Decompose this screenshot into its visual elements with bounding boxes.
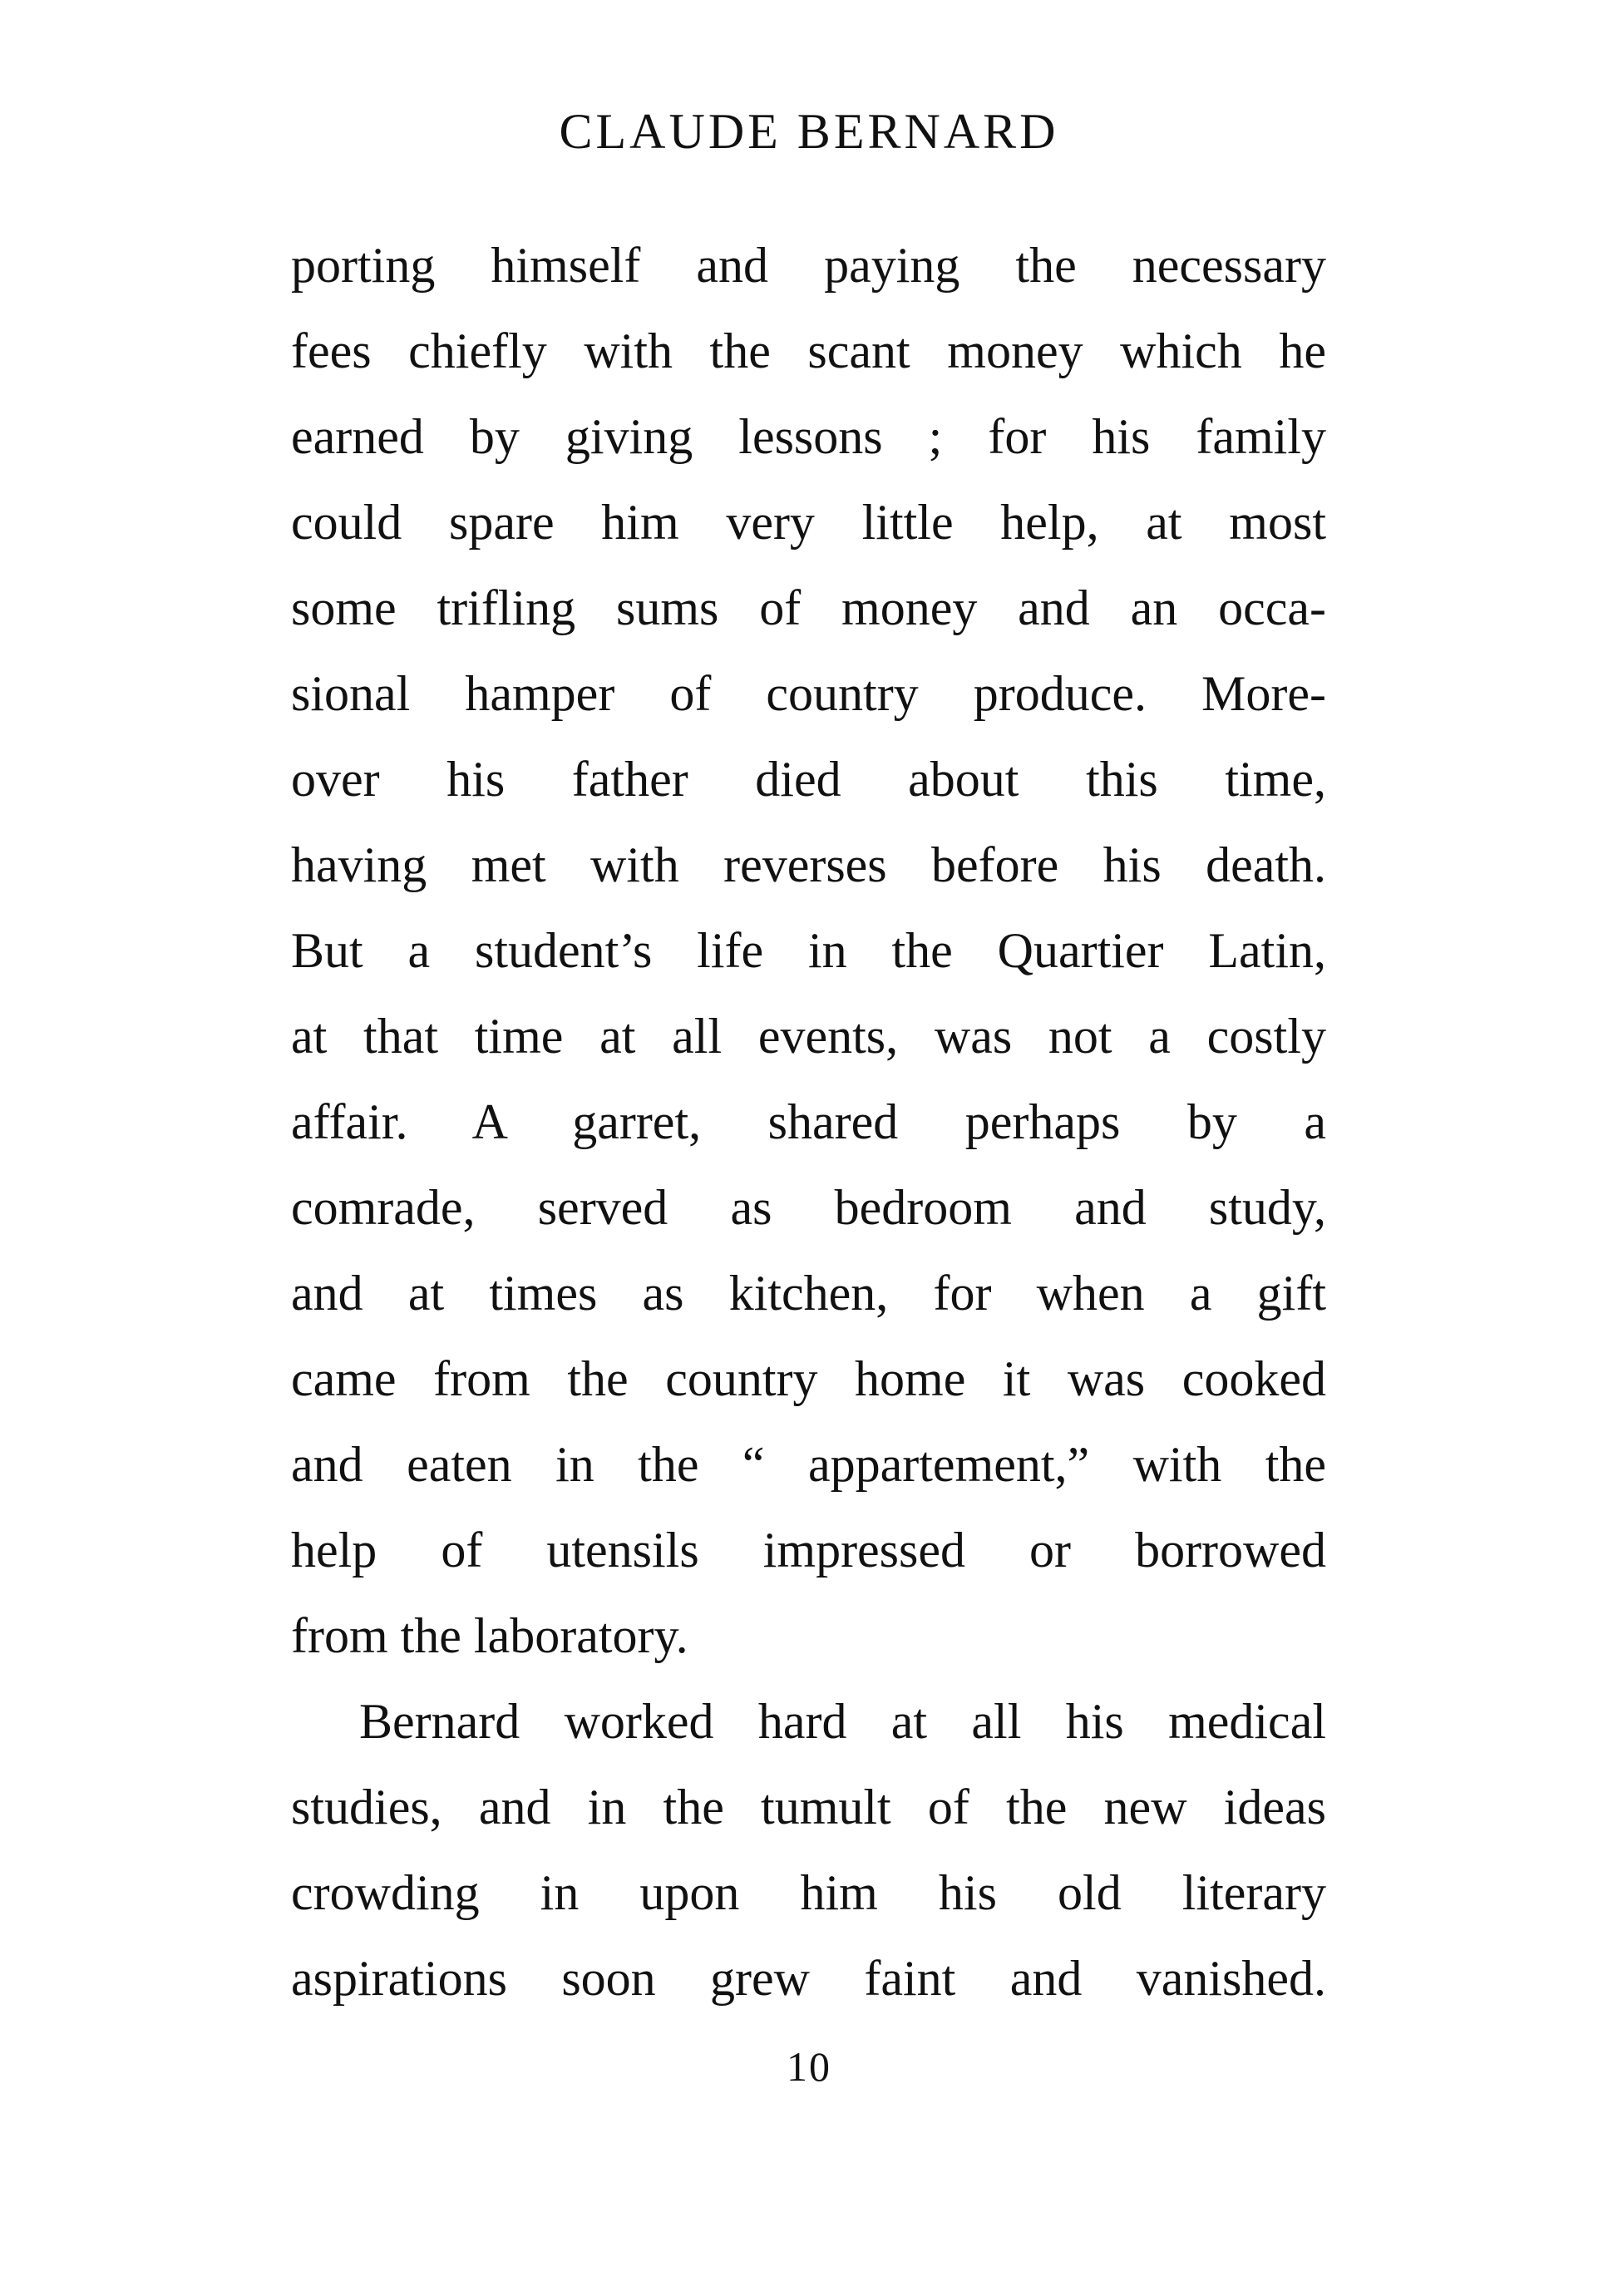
text-line: from the laboratory. bbox=[291, 1608, 688, 1663]
text-line: and eaten in the “ appartement,” with the bbox=[291, 1437, 1326, 1492]
text-line: sional hamper of country produce. More- bbox=[291, 666, 1326, 721]
text-line: But a student’s life in the Quartier Latin, bbox=[291, 923, 1326, 978]
text-line: crowding in upon him his old literary bbox=[291, 1865, 1326, 1920]
text-line: porting himself and paying the necessary bbox=[291, 238, 1326, 293]
text-line: came from the country home it was cooked bbox=[291, 1351, 1326, 1406]
text-line: could spare him very little help, at most bbox=[291, 495, 1326, 550]
text-line: over his father died about this time, bbox=[291, 752, 1326, 807]
text-line: comrade, served as bedroom and study, bbox=[291, 1180, 1326, 1235]
text-line: aspirations soon grew faint and vanished. bbox=[291, 1951, 1326, 2006]
text-line: at that time at all events, was not a costly bbox=[291, 1009, 1326, 1064]
text-line: having met with reverses before his death. bbox=[291, 837, 1326, 892]
text-line: fees chiefly with the scant money which he bbox=[291, 323, 1326, 378]
paragraph bbox=[291, 223, 1326, 1679]
body-text bbox=[291, 223, 1326, 2022]
text-line: Bernard worked hard at all his medical bbox=[359, 1694, 1326, 1749]
text-line: and at times as kitchen, for when a gift bbox=[291, 1266, 1326, 1321]
text-line: studies, and in the tumult of the new ideas bbox=[291, 1780, 1326, 1834]
paragraph bbox=[291, 1679, 1326, 2022]
text-line: help of utensils impressed or borrowed bbox=[291, 1523, 1326, 1578]
running-head: CLAUDE BERNARD bbox=[559, 104, 1059, 159]
text-line: some trifling sums of money and an occa- bbox=[291, 580, 1326, 635]
text-line: earned by giving lessons ; for his family bbox=[291, 409, 1326, 464]
text-line: affair. A garret, shared perhaps by a bbox=[291, 1094, 1326, 1149]
page-number: 10 bbox=[787, 2043, 831, 2090]
